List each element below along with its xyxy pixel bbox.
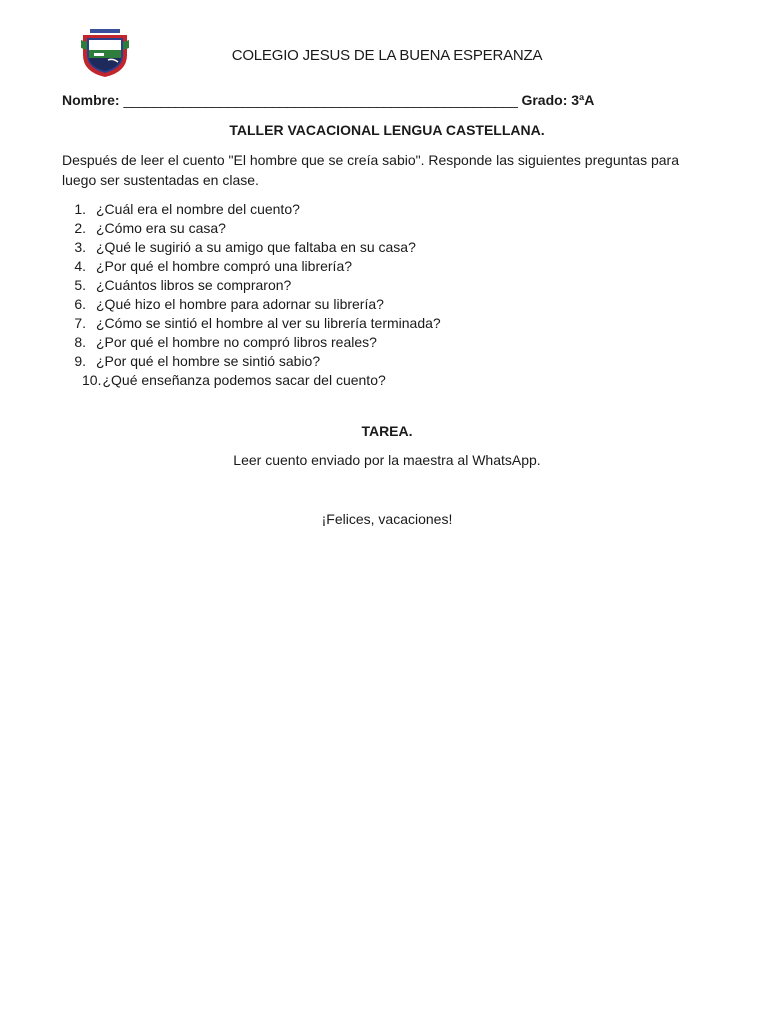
- question-number: 10.: [82, 372, 102, 388]
- question-number: 3.: [74, 239, 86, 255]
- question-text: ¿Qué enseñanza podemos sacar del cuento?: [102, 372, 386, 388]
- name-blank: _____________________________________________________: [123, 92, 518, 108]
- student-info-line: [62, 92, 722, 108]
- document-title: TALLER VACACIONAL LENGUA CASTELLANA.: [229, 122, 545, 138]
- question-text: ¿Qué le sugirió a su amigo que faltaba en su casa?: [96, 239, 416, 255]
- question-number: 4.: [74, 258, 86, 274]
- question-text: ¿Cuántos libros se compraron?: [96, 277, 292, 293]
- question-number: 2.: [74, 220, 86, 236]
- question-item: [62, 295, 702, 314]
- tarea-heading: TAREA.: [361, 423, 413, 439]
- grade-label: Grado: 3ªA: [521, 92, 595, 108]
- question-number: 8.: [74, 334, 86, 350]
- question-item: [62, 314, 702, 333]
- question-item: [62, 276, 702, 295]
- question-text: ¿Cuál era el nombre del cuento?: [96, 201, 300, 217]
- question-item: [62, 238, 702, 257]
- question-item: [62, 257, 702, 276]
- question-text: ¿Por qué el hombre compró una librería?: [96, 258, 353, 274]
- school-name: COLEGIO JESUS DE LA BUENA ESPERANZA: [231, 47, 543, 64]
- question-text: ¿Por qué el hombre se sintió sabio?: [96, 353, 321, 369]
- question-number: 7.: [74, 315, 86, 331]
- question-item: [62, 333, 702, 352]
- question-text: ¿Cómo era su casa?: [96, 220, 226, 236]
- question-item: [62, 371, 702, 390]
- question-number: 1.: [74, 201, 86, 217]
- question-number: 5.: [74, 277, 86, 293]
- intro-paragraph: Después de leer el cuento "El hombre que se creía sabio". Responde las siguientes preguntas para luego ser sustentadas en clase.: [62, 152, 679, 188]
- question-text: ¿Por qué el hombre no compró libros reales?: [96, 334, 377, 350]
- question-text: ¿Qué hizo el hombre para adornar su librería?: [96, 296, 384, 312]
- farewell-text: ¡Felices, vacaciones!: [321, 511, 453, 527]
- question-item: [62, 200, 702, 219]
- question-item: [62, 352, 702, 371]
- school-crest-icon: [80, 28, 130, 78]
- questions-list: [62, 200, 702, 390]
- question-text: ¿Cómo se sintió el hombre al ver su librería terminada?: [96, 315, 441, 331]
- question-item: [62, 219, 702, 238]
- question-number: 6.: [74, 296, 86, 312]
- name-label: Nombre:: [62, 92, 120, 108]
- tarea-text: Leer cuento enviado por la maestra al WhatsApp.: [233, 452, 541, 468]
- question-number: 9.: [74, 353, 86, 369]
